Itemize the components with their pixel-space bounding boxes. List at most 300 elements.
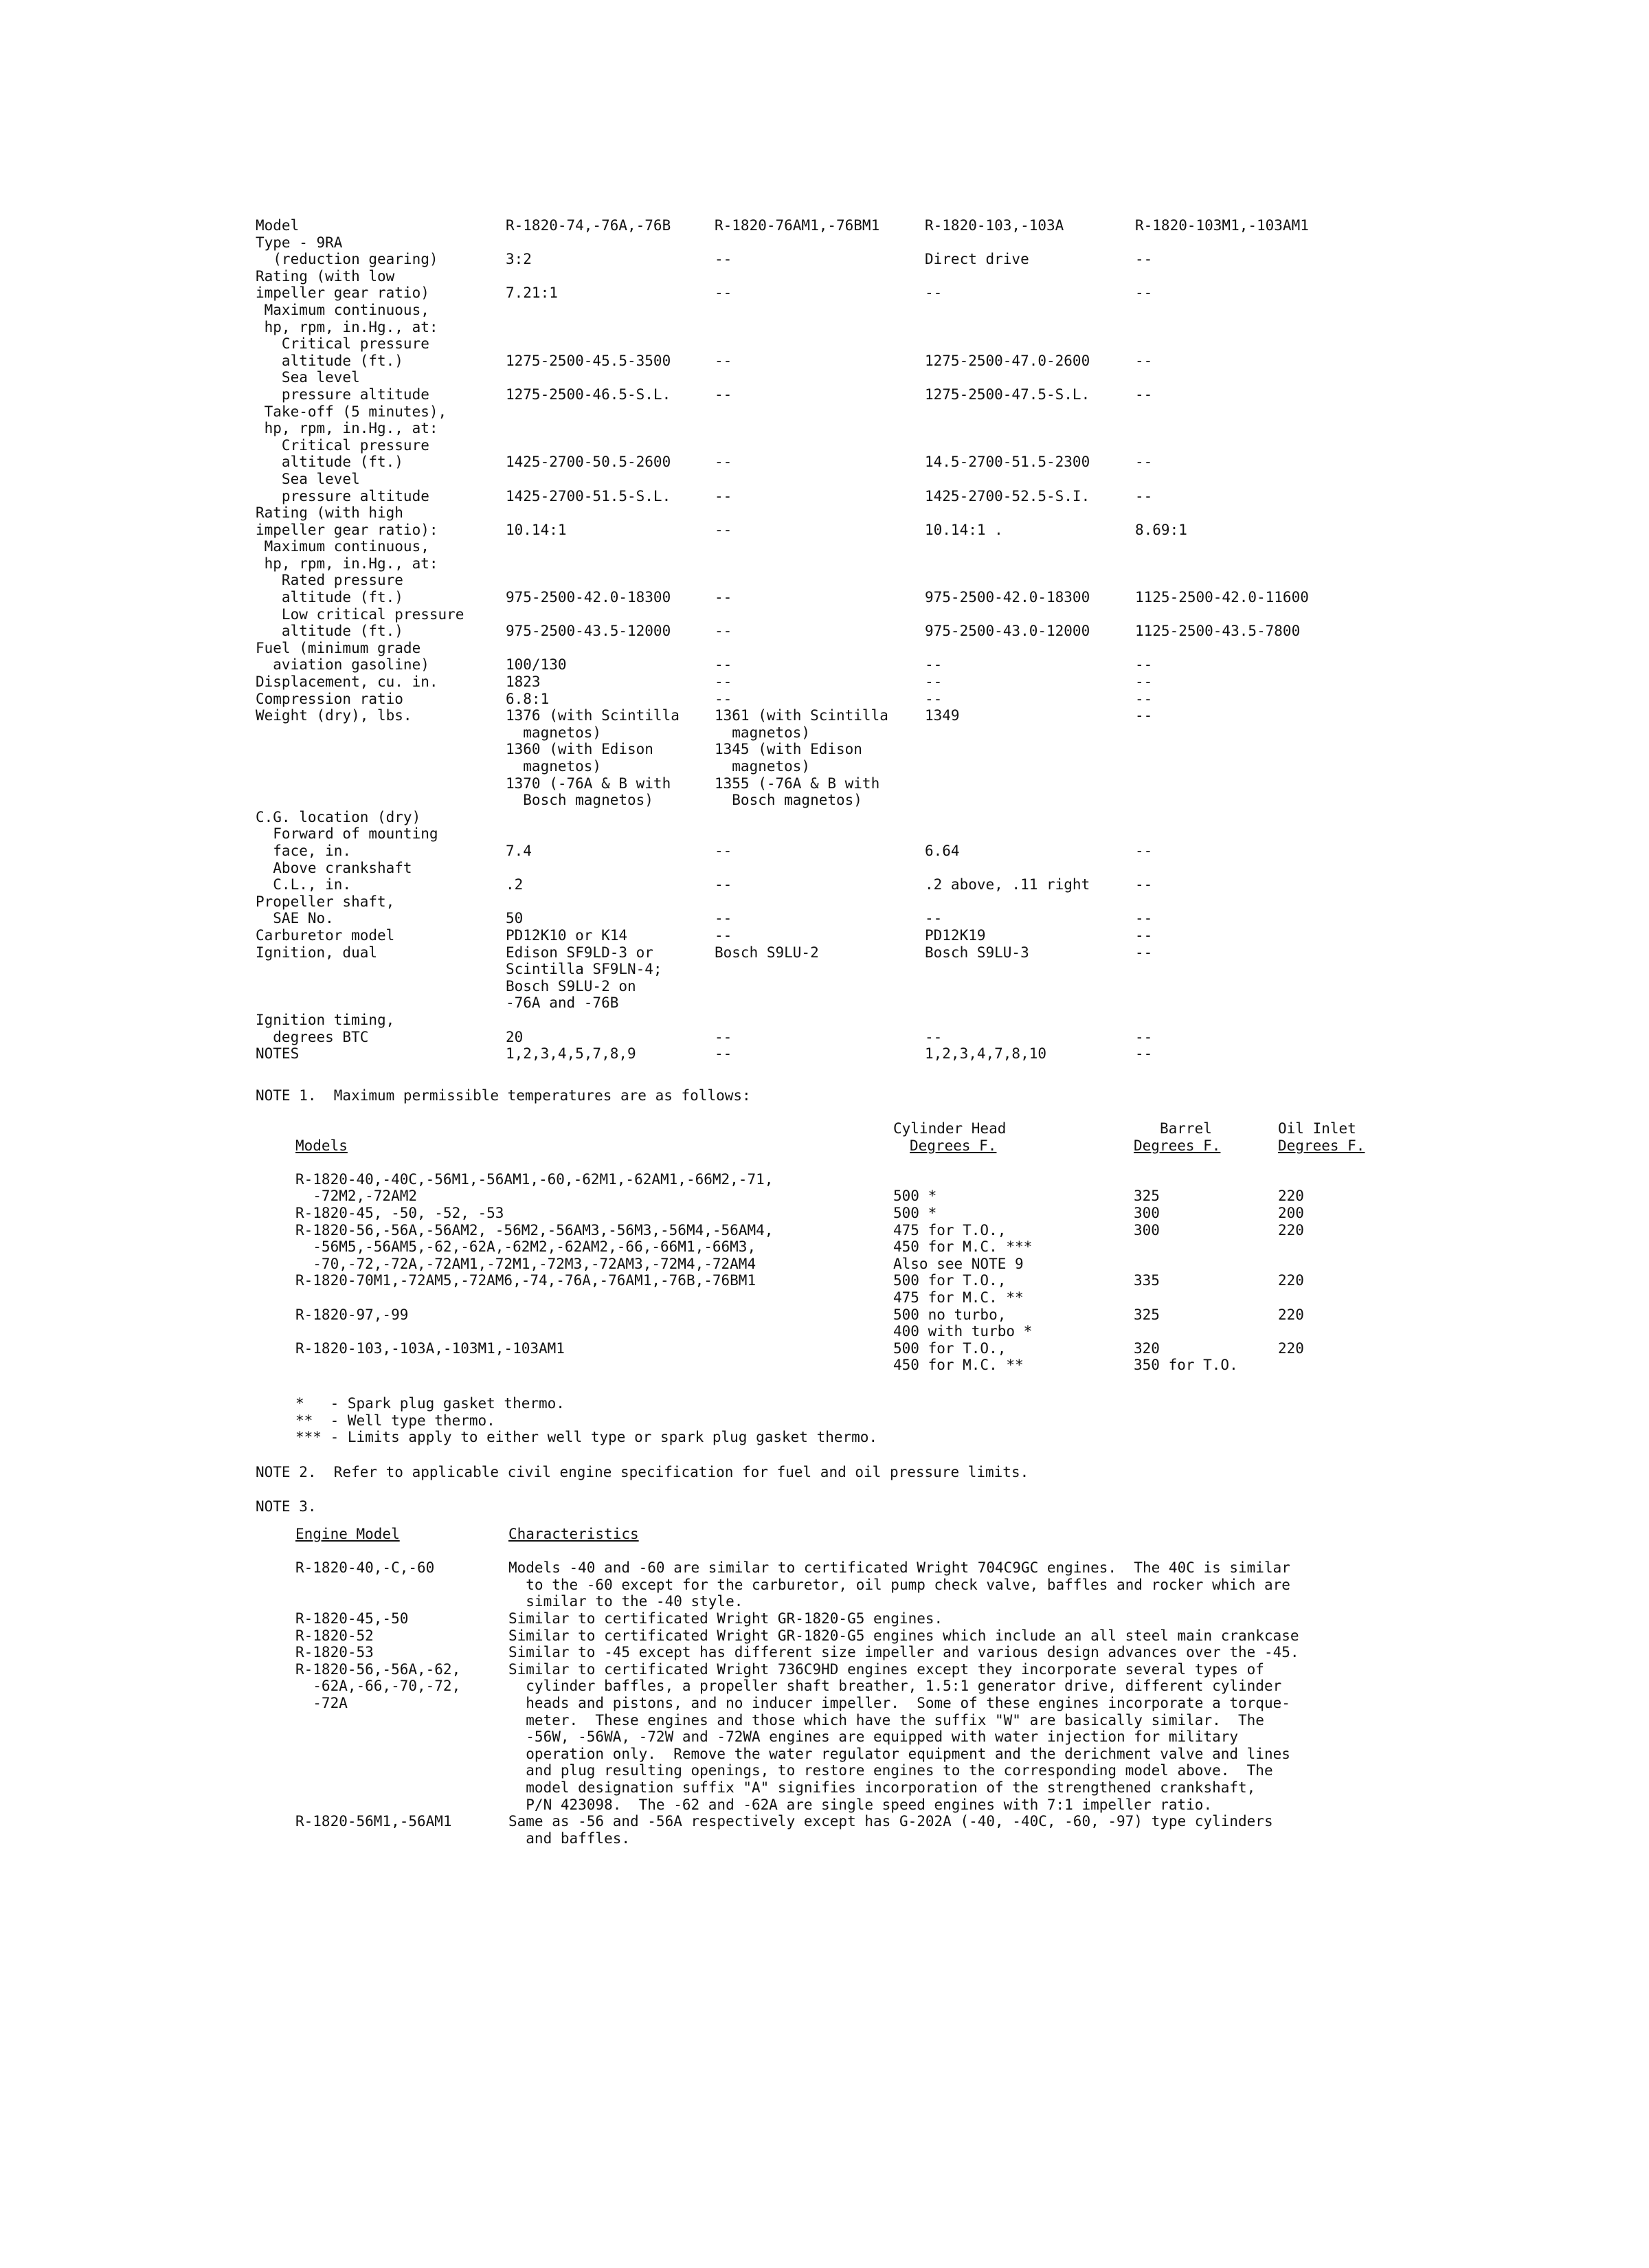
temperature-cell: 500 no turbo, — [893, 1306, 1007, 1323]
characteristics-row — [295, 1779, 1395, 1797]
legend-line: * - Spark plug gasket thermo. — [295, 1395, 565, 1412]
spec-cell: -- — [1135, 690, 1153, 707]
characteristics-row — [295, 1644, 1395, 1661]
oil-inlet-degrees: Degrees F. — [1278, 1137, 1365, 1154]
spec-cell: Direct drive — [925, 251, 1029, 268]
oil-inlet-header: Oil Inlet — [1278, 1120, 1356, 1137]
cylinder-head-header: Cylinder Head — [893, 1120, 1007, 1137]
engine-model-cell — [295, 1712, 508, 1729]
engine-model-cell — [295, 1728, 508, 1746]
temperature-cell: 300 — [1134, 1221, 1160, 1238]
temperature-cell: 335 — [1134, 1272, 1160, 1289]
spec-cell — [925, 538, 1135, 555]
spec-label: Sea level — [256, 470, 360, 487]
spec-cell — [715, 640, 925, 657]
spec-cell: 975-2500-43.5-12000 — [506, 623, 671, 640]
characteristics-cell: Similar to certificated Wright GR-1820-G5 engines. — [508, 1610, 943, 1627]
spec-cell — [1135, 302, 1396, 319]
spec-row — [256, 893, 1410, 911]
spec-cell — [925, 504, 1135, 522]
temperature-cell: 220 — [1278, 1339, 1304, 1357]
characteristics-cell: operation only. Remove the water regulator equipment and the derichment valve and lines — [508, 1745, 1290, 1762]
temperature-cell — [1278, 1289, 1381, 1307]
legend-line: *** - Limits apply to either well type or spark plug gasket thermo. — [295, 1429, 878, 1446]
spec-cell: 1275-2500-46.5-S.L. — [506, 386, 671, 403]
spec-label: Forward of mounting — [256, 825, 438, 843]
spec-cell: 1425-2700-51.5-S.L. — [506, 487, 671, 504]
spec-cell — [925, 741, 1135, 758]
spec-cell: -- — [715, 623, 732, 640]
engine-model-cell: R-1820-40,-C,-60 — [295, 1559, 435, 1577]
spec-cell — [925, 369, 1135, 386]
spec-row — [256, 825, 1410, 843]
temperature-cell — [1278, 1171, 1381, 1188]
spec-row — [256, 944, 1410, 961]
spec-label: Ignition, dual — [256, 944, 378, 961]
spec-row — [256, 843, 1410, 860]
engine-model-cell: R-1820-56M1,-56AM1 — [295, 1813, 452, 1830]
spec-cell: -- — [1135, 656, 1153, 674]
spec-cell: -- — [1135, 876, 1153, 893]
spec-cell: -- — [715, 454, 732, 471]
spec-label: Rating (with high — [256, 504, 403, 522]
spec-row — [256, 268, 1410, 285]
spec-cell — [715, 893, 925, 911]
spec-cell: -- — [925, 690, 943, 707]
characteristics-cell: heads and pistons, and no inducer impeller. Some of these engines incorporate a torque- — [508, 1694, 1290, 1711]
characteristics-row — [295, 1577, 1395, 1594]
characteristics-cell: P/N 423098. The -62 and -62A are single speed engines with 7:1 impeller ratio. — [508, 1796, 1213, 1813]
spec-row — [256, 809, 1410, 826]
spec-label: Take-off (5 minutes), — [256, 403, 447, 420]
spec-cell: PD12K19 — [925, 926, 986, 944]
temperature-row — [295, 1340, 1409, 1357]
spec-cell — [715, 234, 925, 252]
spec-cell — [715, 606, 925, 623]
spec-cell: -- — [715, 1045, 732, 1063]
spec-cell — [1135, 403, 1396, 421]
spec-cell — [715, 471, 925, 488]
temperature-cell: 220 — [1278, 1221, 1304, 1238]
spec-cell — [715, 420, 925, 437]
spec-cell: R-1820-103,-103A — [925, 217, 1064, 234]
temperature-cell: 475 for T.O., — [893, 1221, 1007, 1238]
spec-cell: 6.8:1 — [506, 690, 550, 707]
spec-cell: -- — [715, 487, 732, 504]
spec-label — [256, 978, 506, 995]
engine-model-cell — [295, 1830, 508, 1847]
temperature-cell — [893, 1171, 1134, 1188]
spec-cell: magnetos) — [715, 724, 811, 741]
spec-cell — [925, 268, 1135, 285]
spec-cell — [925, 775, 1135, 792]
note-3-label: NOTE 3. — [256, 1498, 317, 1515]
temperature-cell: 450 for M.C. *** — [893, 1238, 1033, 1256]
engine-model-cell: R-1820-45,-50 — [295, 1610, 409, 1627]
engine-model-header: Engine Model — [295, 1526, 400, 1542]
spec-cell: 1125-2500-42.0-11600 — [1135, 589, 1309, 606]
spec-cell: 1125-2500-43.5-7800 — [1135, 623, 1301, 640]
spec-cell: .2 — [506, 876, 524, 893]
characteristics-row — [295, 1813, 1395, 1830]
spec-row — [256, 589, 1410, 606]
spec-cell — [925, 606, 1135, 623]
characteristics-cell: -56W, -56WA, -72W and -72WA engines are equipped with water injection for military — [508, 1728, 1239, 1746]
characteristics-cell: model designation suffix "A" signifies incorporation of the strengthened crankshaft, — [508, 1779, 1256, 1796]
spec-label: Critical pressure — [256, 335, 429, 353]
spec-cell: -- — [715, 656, 732, 674]
temperature-limits-table — [295, 1120, 1409, 1374]
temperature-cell — [1134, 1256, 1278, 1273]
characteristics-row — [295, 1712, 1395, 1729]
engine-model-cell — [295, 1797, 508, 1814]
spec-cell: -- — [1135, 285, 1153, 302]
temperature-cell: 500 * — [893, 1204, 937, 1221]
spec-cell — [1135, 319, 1396, 336]
spec-cell — [715, 978, 925, 995]
temperature-cell — [1134, 1171, 1278, 1188]
characteristics-cell: Similar to certificated Wright GR-1820-G5 engines which include an all steel main crankcase — [508, 1627, 1299, 1644]
spec-cell: -- — [715, 842, 732, 859]
spec-row — [256, 234, 1410, 252]
spec-cell — [506, 555, 715, 572]
spec-cell: 1361 (with Scintilla — [715, 707, 888, 724]
spec-cell: Bosch magnetos) — [506, 792, 653, 809]
spec-cell — [1135, 893, 1396, 911]
spec-row — [256, 251, 1410, 268]
temperature-cell: R-1820-40,-40C,-56M1,-56AM1,-60,-62M1,-62AM1,-66M2,-71, — [295, 1170, 774, 1188]
spec-cell: 1425-2700-50.5-2600 — [506, 454, 671, 471]
spec-row — [256, 369, 1410, 386]
spec-label: Ignition timing, — [256, 1011, 395, 1028]
spec-cell: Bosch S9LU-3 — [925, 944, 1029, 961]
spec-cell — [506, 572, 715, 589]
spec-cell — [1135, 809, 1396, 826]
spec-cell: -- — [925, 1028, 943, 1045]
characteristics-row — [295, 1728, 1395, 1746]
spec-label: Sea level — [256, 369, 360, 386]
spec-label: Propeller shaft, — [256, 893, 395, 910]
temperature-cell — [295, 1289, 893, 1307]
spec-cell — [1135, 335, 1396, 353]
spec-label: Type - 9RA — [256, 234, 343, 251]
spec-cell: -- — [925, 674, 943, 691]
spec-cell: 10.14:1 . — [925, 521, 1003, 538]
characteristics-cell: Similar to certificated Wright 736C9HD engines except they incorporate several types of — [508, 1660, 1264, 1678]
spec-cell: Bosch S9LU-2 on — [506, 977, 636, 994]
spec-cell — [715, 268, 925, 285]
legend-line: ** - Well type thermo. — [295, 1412, 495, 1429]
temperature-cell: R-1820-103,-103A,-103M1,-103AM1 — [295, 1339, 565, 1357]
spec-label: pressure altitude — [256, 386, 429, 403]
characteristics-cell: and baffles. — [508, 1830, 631, 1847]
spec-cell: 975-2500-42.0-18300 — [506, 589, 671, 606]
cylinder-head-degrees: Degrees F. — [910, 1137, 997, 1154]
engine-model-cell — [295, 1779, 508, 1797]
spec-label: (reduction gearing) — [256, 251, 438, 268]
temperature-cell: 400 with turbo * — [893, 1323, 1033, 1340]
spec-label: altitude (ft.) — [256, 352, 403, 369]
spec-cell: -- — [715, 521, 732, 538]
note-2-text: NOTE 2. Refer to applicable civil engine specification for fuel and oil pressure limits. — [256, 1464, 1029, 1480]
spec-row — [256, 522, 1410, 539]
spec-label: degrees BTC — [256, 1028, 369, 1045]
temperature-cell: -72M2,-72AM2 — [295, 1188, 418, 1205]
spec-row — [256, 758, 1410, 775]
temperature-row — [295, 1289, 1409, 1307]
spec-cell — [1135, 420, 1396, 437]
spec-label: Compression ratio — [256, 690, 403, 707]
spec-cell: 7.21:1 — [506, 285, 558, 302]
spec-cell: 1,2,3,4,7,8,10 — [925, 1045, 1047, 1063]
spec-cell — [925, 978, 1135, 995]
spec-cell: 1425-2700-52.5-S.I. — [925, 487, 1090, 504]
spec-cell: magnetos) — [715, 758, 811, 775]
spec-cell: -- — [1135, 352, 1153, 369]
temperature-cell — [1278, 1357, 1381, 1374]
spec-cell — [1135, 825, 1396, 843]
spec-cell: 1275-2500-45.5-3500 — [506, 352, 671, 369]
spec-cell — [925, 961, 1135, 978]
spec-cell: -- — [715, 1028, 732, 1045]
spec-row — [256, 403, 1410, 421]
characteristics-row — [295, 1797, 1395, 1814]
spec-label: pressure altitude — [256, 487, 429, 504]
spec-label — [256, 775, 506, 792]
spec-label — [256, 741, 506, 758]
spec-row — [256, 302, 1410, 319]
spec-row — [256, 217, 1410, 234]
characteristics-header: Characteristics — [508, 1526, 639, 1542]
spec-cell — [1135, 504, 1396, 522]
characteristics-cell: similar to the -40 style. — [508, 1593, 743, 1610]
spec-cell — [925, 471, 1135, 488]
spec-cell — [715, 572, 925, 589]
spec-cell — [715, 538, 925, 555]
spec-label: Critical pressure — [256, 436, 429, 454]
spec-cell — [715, 403, 925, 421]
spec-cell: 7.4 — [506, 842, 532, 859]
spec-cell — [715, 1012, 925, 1029]
spec-label: hp, rpm, in.Hg., at: — [256, 318, 438, 335]
spec-cell — [925, 335, 1135, 353]
spec-cell — [715, 555, 925, 572]
spec-row — [256, 420, 1410, 437]
temperature-row — [295, 1188, 1409, 1205]
spec-row — [256, 386, 1410, 403]
spec-label — [256, 724, 506, 742]
spec-row — [256, 504, 1410, 522]
spec-cell — [925, 302, 1135, 319]
note-1-text: NOTE 1. Maximum permissible temperatures are as follows: — [256, 1087, 751, 1104]
spec-cell — [1135, 994, 1396, 1012]
characteristics-row — [295, 1678, 1395, 1695]
spec-row — [256, 724, 1410, 742]
characteristics-row — [295, 1627, 1395, 1645]
spec-cell — [506, 809, 715, 826]
spec-cell: 1370 (-76A & B with — [506, 775, 671, 792]
temperature-cell — [1278, 1323, 1381, 1340]
characteristics-row — [295, 1762, 1395, 1779]
spec-row — [256, 454, 1410, 471]
spec-cell — [715, 825, 925, 843]
spec-row — [256, 927, 1410, 944]
spec-cell: -- — [925, 285, 943, 302]
spec-cell: -- — [1135, 707, 1153, 724]
spec-cell — [715, 335, 925, 353]
spec-cell — [1135, 369, 1396, 386]
temperature-cell: 500 for T.O., — [893, 1339, 1007, 1357]
spec-cell — [715, 437, 925, 454]
temperature-row — [295, 1238, 1409, 1256]
spec-cell: -- — [1135, 251, 1153, 268]
temperature-row — [295, 1307, 1409, 1324]
spec-cell — [1135, 437, 1396, 454]
spec-cell — [506, 538, 715, 555]
spec-cell: Edison SF9LD-3 or — [506, 944, 653, 961]
characteristics-row — [295, 1559, 1395, 1577]
temperature-cell: 325 — [1134, 1306, 1160, 1323]
spec-cell — [506, 234, 715, 252]
spec-cell: -- — [1135, 842, 1153, 859]
characteristics-cell: to the -60 except for the carburetor, oil pump check valve, baffles and rocker which are — [508, 1576, 1290, 1593]
temperature-row — [295, 1205, 1409, 1222]
spec-cell: Scintilla SF9LN-4; — [506, 961, 662, 978]
temperature-header-row-1 — [295, 1120, 1409, 1137]
spec-cell — [506, 302, 715, 319]
spec-cell — [925, 555, 1135, 572]
spec-row — [256, 1012, 1410, 1029]
temperature-cell: 500 for T.O., — [893, 1272, 1007, 1289]
spec-label: Rated pressure — [256, 572, 403, 589]
spec-cell — [925, 809, 1135, 826]
spec-row — [256, 674, 1410, 691]
spec-cell — [506, 369, 715, 386]
spec-cell: -- — [715, 674, 732, 691]
temperature-cell — [295, 1323, 893, 1340]
spec-label: hp, rpm, in.Hg., at: — [256, 555, 438, 572]
spec-cell: -- — [715, 690, 732, 707]
temperature-cell: 220 — [1278, 1306, 1304, 1323]
spec-cell — [715, 994, 925, 1012]
spec-label: Carburetor model — [256, 926, 395, 944]
temperature-cell: 350 for T.O. — [1134, 1357, 1238, 1374]
spec-label: Rating (with low — [256, 267, 395, 285]
spec-cell — [1135, 234, 1396, 252]
spec-cell: -- — [925, 910, 943, 927]
temperature-header-row-2 — [295, 1137, 1409, 1155]
temperature-cell: 200 — [1278, 1204, 1304, 1221]
temperature-row — [295, 1357, 1409, 1374]
spec-row — [256, 623, 1410, 640]
spec-cell — [506, 437, 715, 454]
characteristics-row — [295, 1593, 1395, 1610]
spec-cell: 1345 (with Edison — [715, 741, 862, 758]
spec-cell — [506, 335, 715, 353]
spec-cell: 8.69:1 — [1135, 521, 1187, 538]
spec-row — [256, 488, 1410, 505]
spec-row — [256, 572, 1410, 589]
spec-cell — [506, 420, 715, 437]
spec-cell: R-1820-103M1,-103AM1 — [1135, 217, 1309, 234]
spec-cell: -76A and -76B — [506, 994, 619, 1012]
spec-cell — [506, 860, 715, 877]
spec-cell: -- — [1135, 454, 1153, 471]
spec-label — [256, 792, 506, 809]
spec-row — [256, 335, 1410, 353]
spec-row — [256, 538, 1410, 555]
spec-cell — [506, 606, 715, 623]
spec-cell: -- — [715, 352, 732, 369]
temperature-cell: -56M5,-56AM5,-62,-62A,-62M2,-62AM2,-66,-66M1,-66M3, — [295, 1238, 756, 1256]
temperature-cell: 500 * — [893, 1188, 937, 1205]
spec-cell — [506, 640, 715, 657]
spec-row — [256, 555, 1410, 572]
spec-row — [256, 910, 1410, 927]
characteristics-row — [295, 1746, 1395, 1763]
temperature-cell — [1134, 1238, 1278, 1256]
spec-label: C.L., in. — [256, 876, 352, 893]
temperature-row — [295, 1222, 1409, 1239]
spec-cell — [1135, 555, 1396, 572]
spec-cell — [925, 860, 1135, 877]
spec-cell — [925, 640, 1135, 657]
spec-cell: 6.64 — [925, 842, 960, 859]
spec-row — [256, 656, 1410, 674]
barrel-degrees: Degrees F. — [1134, 1137, 1221, 1154]
spec-row — [256, 691, 1410, 708]
spec-cell: -- — [1135, 1028, 1153, 1045]
spec-cell — [925, 825, 1135, 843]
spec-cell — [925, 893, 1135, 911]
temperature-cell — [1134, 1289, 1278, 1307]
spec-cell: 100/130 — [506, 656, 567, 674]
spec-cell: R-1820-74,-76A,-76B — [506, 217, 671, 234]
characteristics-row — [295, 1695, 1395, 1712]
spec-label: C.G. location (dry) — [256, 808, 421, 825]
spec-row — [256, 353, 1410, 370]
spec-cell: magnetos) — [506, 758, 602, 775]
spec-cell — [925, 724, 1135, 742]
temperature-cell: -70,-72,-72A,-72AM1,-72M1,-72M3,-72AM3,-72M4,-72AM4 — [295, 1255, 756, 1272]
spec-cell: -- — [715, 589, 732, 606]
spec-cell: Bosch magnetos) — [715, 792, 862, 809]
engine-model-cell: -72A — [295, 1694, 348, 1711]
spec-label: Weight (dry), lbs. — [256, 707, 412, 724]
spec-cell: -- — [1135, 944, 1153, 961]
engine-model-cell — [295, 1593, 508, 1610]
spec-label: Maximum continuous, — [256, 301, 429, 318]
spec-cell: -- — [715, 926, 732, 944]
spec-cell: 1376 (with Scintilla — [506, 707, 680, 724]
spec-cell — [506, 268, 715, 285]
spec-cell — [1135, 538, 1396, 555]
characteristics-row — [295, 1610, 1395, 1627]
characteristics-header-row — [295, 1526, 1395, 1543]
spec-cell — [925, 403, 1135, 421]
spec-label: altitude (ft.) — [256, 454, 403, 471]
engine-model-cell: R-1820-56,-56A,-62, — [295, 1660, 461, 1678]
spec-row — [256, 860, 1410, 877]
spec-cell — [1135, 775, 1396, 792]
spec-cell — [715, 860, 925, 877]
spec-cell: -- — [1135, 674, 1153, 691]
spec-row — [256, 606, 1410, 623]
spec-cell — [715, 302, 925, 319]
temperature-cell: 220 — [1278, 1188, 1304, 1205]
spec-cell — [925, 758, 1135, 775]
spec-label: Low critical pressure — [256, 605, 464, 623]
